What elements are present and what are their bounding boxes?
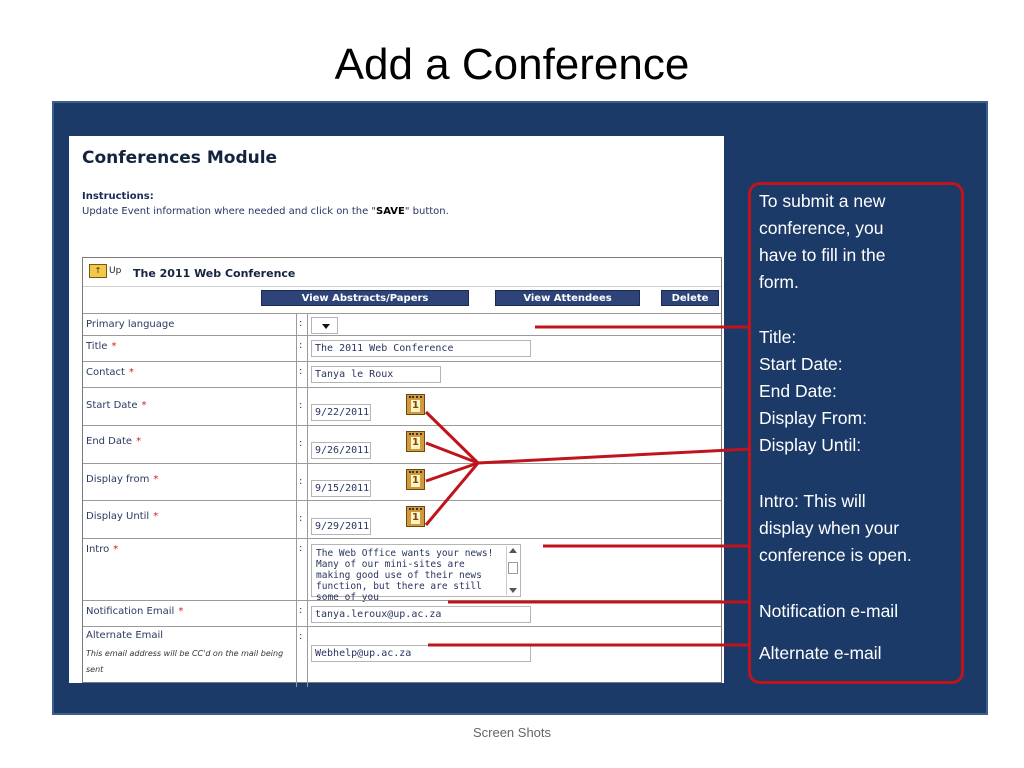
required-mark: * [136,436,142,447]
instructions-post: " button. [404,206,449,217]
end-date-input[interactable]: 9/26/2011 [311,442,371,459]
label-primary-language: Primary language [86,319,175,330]
display-from-input[interactable]: 9/15/2011 [311,480,371,497]
title-input[interactable]: The 2011 Web Conference [311,340,531,357]
label-display-from-text: Display from [86,474,150,485]
callout-field-until: Display Until: [759,435,862,455]
label-start-date-text: Start Date [86,400,138,411]
colon: : [299,400,303,411]
callout-line: conference, you [759,218,884,238]
callout-line: Intro: This will [759,491,866,511]
conference-name: The 2011 Web Conference [133,267,296,280]
label-title-text: Title [86,341,108,352]
callout-notification: Notification e-mail [759,601,899,621]
instructions-label: Instructions: [82,191,154,202]
calendar-day: 1 [412,512,419,523]
start-date-input[interactable]: 9/22/2011 [311,404,371,421]
delete-button[interactable]: Delete [661,290,719,306]
required-mark: * [128,367,134,378]
required-mark: * [153,511,159,522]
alternate-email-input[interactable]: Webhelp@up.ac.za [311,645,531,662]
intro-text: The Web Office wants your news! Many of our mini-sites are making good use of their news function, but there are still some of you [316,548,494,603]
colon: : [299,340,303,351]
required-mark: * [141,400,147,411]
instructions-pre: Update Event information where needed and click on the " [82,206,377,217]
colon: : [299,631,303,642]
notification-email-input[interactable]: tanya.leroux@up.ac.za [311,606,531,623]
callout-field-title: Title: [759,327,797,347]
callout-field-end: End Date: [759,381,837,401]
alternate-email-note: This email address will be CC'd on the mail being sent [86,649,284,674]
callout-line: conference is open. [759,545,912,565]
colon: : [299,438,303,449]
calendar-day: 1 [412,475,419,486]
colon: : [299,318,303,329]
view-attendees-button[interactable]: View Attendees [495,290,640,306]
label-display-until-text: Display Until [86,511,150,522]
callout-line: display when your [759,518,900,538]
callout-line: To submit a new [759,191,886,211]
colon: : [299,366,303,377]
up-folder-icon: ↑ [89,264,107,278]
arrow-end-date [426,443,478,463]
callout-field-start: Start Date: [759,354,843,374]
contact-input[interactable]: Tanya le Roux [311,366,441,383]
required-mark: * [113,544,119,555]
colon: : [299,476,303,487]
arrow-dates-main [478,449,750,463]
colon: : [299,543,303,554]
up-label: Up [109,266,122,276]
callout-line: form. [759,272,799,292]
slide-title: Add a Conference [334,40,690,89]
arrow-start-date [426,412,478,463]
label-alternate-email: Alternate Email [86,630,164,641]
callout-line: have to fill in the [759,245,886,265]
callout-field-from: Display From: [759,408,867,428]
label-contact-text: Contact [86,367,125,378]
colon: : [299,513,303,524]
instructions-save: SAVE [376,206,405,217]
colon: : [299,605,303,616]
calendar-day: 1 [412,437,419,448]
callout-alternate: Alternate e-mail [759,643,882,663]
display-until-input[interactable]: 9/29/2011 [311,518,371,535]
required-mark: * [178,606,184,617]
required-mark: * [111,341,117,352]
calendar-day: 1 [412,400,419,411]
slide-footer: Screen Shots [472,725,552,740]
required-mark: * [153,474,159,485]
label-notification-email-text: Notification Email [86,606,175,617]
label-end-date-text: End Date [86,436,133,447]
view-abstracts-button[interactable]: View Abstracts/Papers [261,290,469,306]
module-title: Conferences Module [82,148,278,168]
label-intro-text: Intro [86,544,110,555]
